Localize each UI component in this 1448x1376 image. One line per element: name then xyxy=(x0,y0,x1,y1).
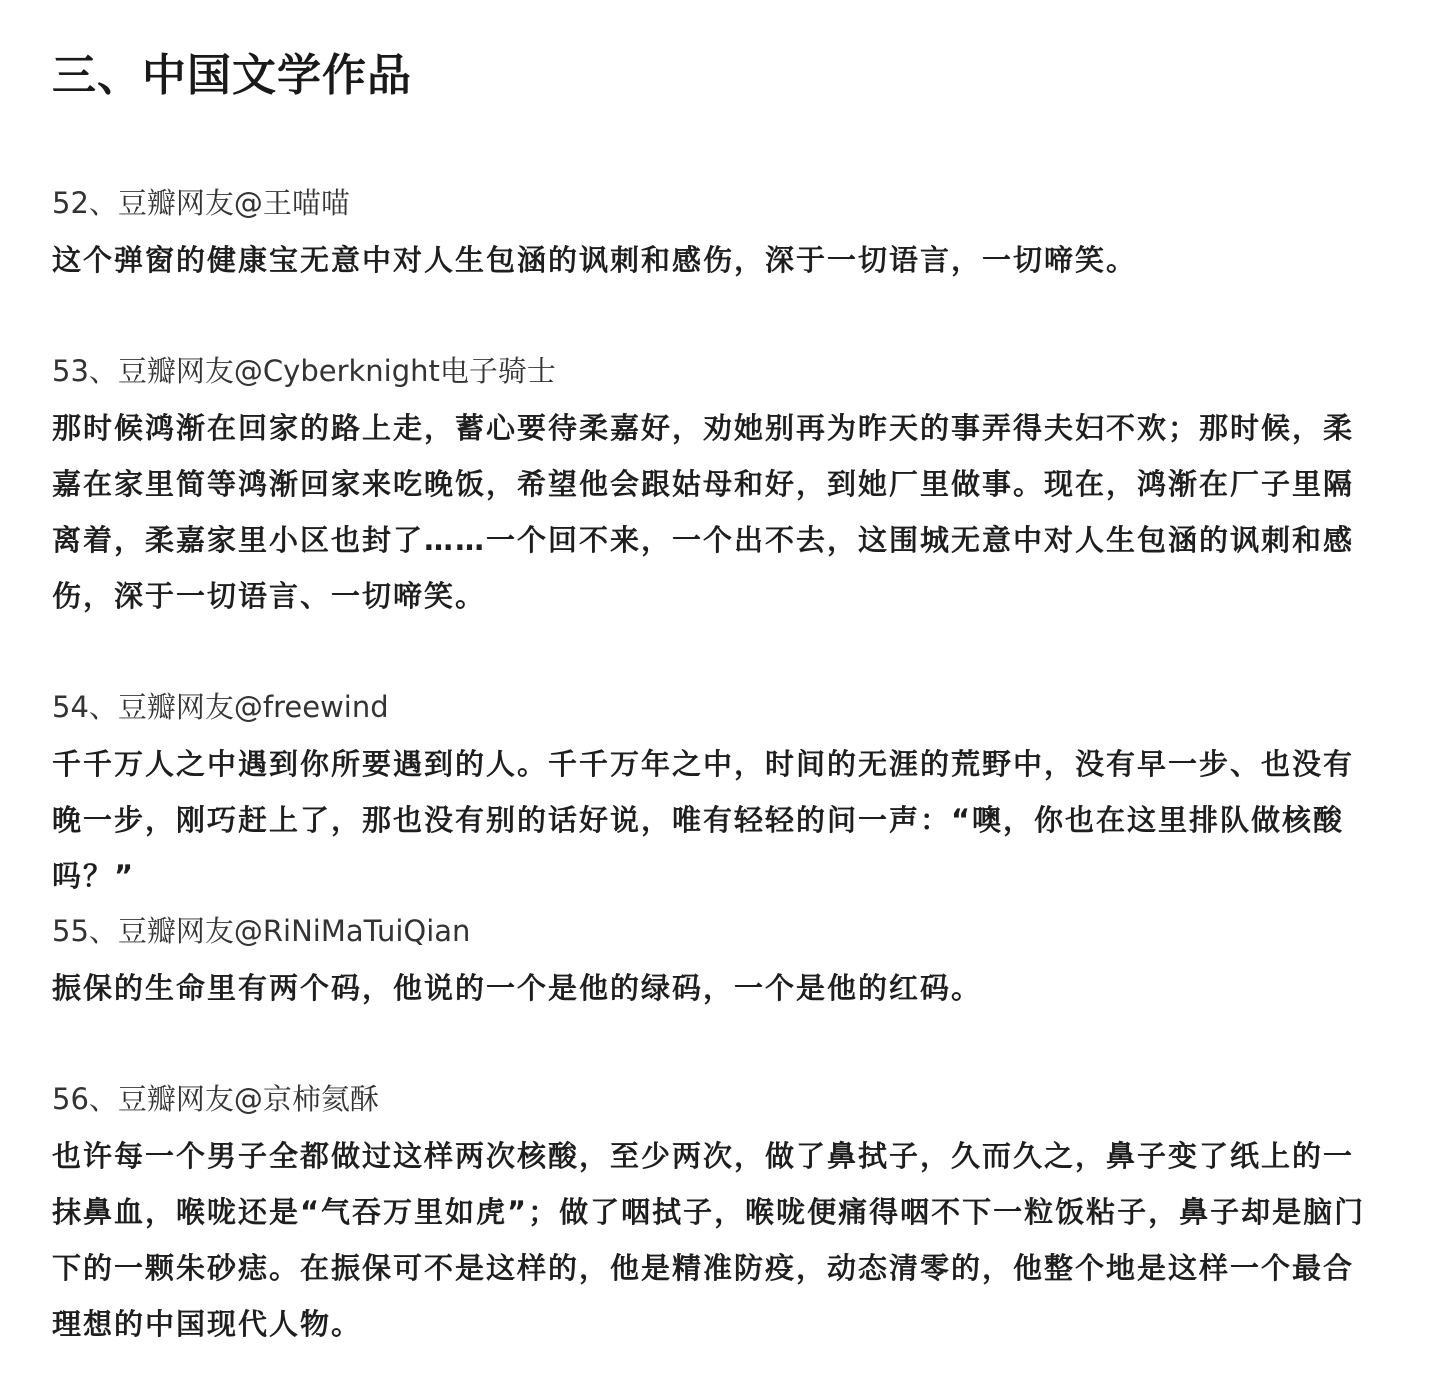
entry-text: 这个弹窗的健康宝无意中对人生包涵的讽刺和感伤，深于一切语言，一切啼笑。 xyxy=(52,243,1138,277)
entry-text: 千千万人之中遇到你所要遇到的人。千千万年之中，时间的无涯的荒野中，没有早一步、也没有晚一步，刚巧赶上了，那也没有别的话好说，唯有轻轻的问一声：“噢，你也在这里排队做核酸吗？” xyxy=(52,747,1355,893)
entry-author: 52、豆瓣网友@王喵喵 xyxy=(52,186,350,220)
section-title: 三、中国文学作品 xyxy=(52,50,412,101)
entry-55 xyxy=(52,910,1372,1016)
entry-author: 53、豆瓣网友@Cyberknight电子骑士 xyxy=(52,354,556,388)
entry-53 xyxy=(52,350,1372,624)
entry-author: 54、豆瓣网友@freewind xyxy=(52,690,389,724)
entry-56 xyxy=(52,1078,1372,1352)
entry-author: 55、豆瓣网友@RiNiMaTuiQian xyxy=(52,914,471,948)
entry-54 xyxy=(52,686,1372,904)
entry-author: 56、豆瓣网友@京柿氦酥 xyxy=(52,1082,379,1116)
entry-text: 振保的生命里有两个码，他说的一个是他的绿码，一个是他的红码。 xyxy=(52,971,983,1005)
entry-52 xyxy=(52,182,1372,288)
entry-text: 也许每一个男子全都做过这样两次核酸，至少两次，做了鼻拭子，久而久之，鼻子变了纸上的一抹鼻血，喉咙还是“气吞万里如虎”；做了咽拭子，喉咙便痛得咽不下一粒饭粘子，鼻子却是脑门下的一颗朱砂痣。在振保可不是这样的，他是精准防疫，动态清零的，他整个地是这样一个最合理想的中国现代人物。 xyxy=(52,1139,1366,1341)
entry-text: 那时候鸿渐在回家的路上走，蓄心要待柔嘉好，劝她别再为昨天的事弄得夫妇不欢；那时候，柔嘉在家里简等鸿渐回家来吃晚饭，希望他会跟姑母和好，到她厂里做事。现在，鸿渐在厂子里隔离着，柔嘉家里小区也封了……一个回不来，一个出不去，这围城无意中对人生包涵的讽刺和感伤，深于一切语言、一切啼笑。 xyxy=(52,411,1355,613)
